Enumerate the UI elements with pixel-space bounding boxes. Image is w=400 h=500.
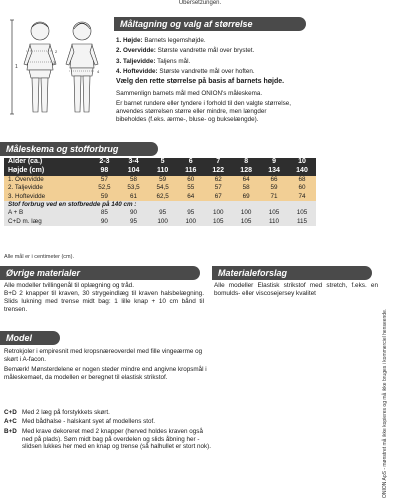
table-cell: 58 xyxy=(119,176,148,184)
height-cell: 110 xyxy=(148,167,177,176)
variant-code: B+D xyxy=(4,427,17,435)
height-cell: 98 xyxy=(90,167,119,176)
size-table-title: Måleskema og stofforbrug xyxy=(0,142,158,156)
row-label: 3. Hoftevidde xyxy=(4,192,90,200)
other-materials-line: Alle modeller tvillingenål til oplægning og tråd. xyxy=(4,282,135,289)
table-cell: 105 xyxy=(204,217,232,225)
table-cell: 71 xyxy=(260,192,288,200)
age-cell: 2-3 xyxy=(90,158,119,167)
table-cell: 69 xyxy=(232,192,260,200)
list-item xyxy=(4,409,214,417)
row-label: A + B xyxy=(4,209,90,217)
measure-item: 1. Højde: Barnets legemshøjde. xyxy=(116,37,206,44)
height-cell: 128 xyxy=(232,167,260,176)
material-suggestion-text: Alle modeller Elastisk strikstof med stretch, f.eks. en bomulds- eller viscosejersey kvalitet xyxy=(214,282,378,297)
age-header: Alder (ca.) xyxy=(4,158,90,167)
table-cell: 64 xyxy=(232,176,260,184)
table-cell: 85 xyxy=(90,209,119,217)
table-cell: 59 xyxy=(260,184,288,192)
row-label: 1. Overvidde xyxy=(4,176,90,184)
table-cell: 60 xyxy=(177,176,204,184)
table-cell: 100 xyxy=(232,209,260,217)
table-cell: 64 xyxy=(177,192,204,200)
height-cell: 104 xyxy=(119,167,148,176)
svg-text:3: 3 xyxy=(53,60,56,65)
table-cell: 52,5 xyxy=(90,184,119,192)
table-cell: 115 xyxy=(288,217,316,225)
age-cell: 10 xyxy=(288,158,316,167)
table-row xyxy=(4,184,316,192)
age-cell: 9 xyxy=(260,158,288,167)
table-cell: 100 xyxy=(148,217,177,225)
table-cell: 58 xyxy=(232,184,260,192)
table-cell: 57 xyxy=(90,176,119,184)
material-suggestion-title: Materialeforslag xyxy=(212,266,372,280)
svg-text:4: 4 xyxy=(97,69,100,74)
table-row xyxy=(4,209,316,217)
height-cell: 116 xyxy=(177,167,204,176)
size-table xyxy=(4,158,316,226)
row-label: C+D m. læg xyxy=(4,217,90,225)
svg-text:1: 1 xyxy=(15,64,18,70)
measurement-figure xyxy=(8,18,112,116)
table-cell: 67 xyxy=(204,192,232,200)
table-cell: 100 xyxy=(177,217,204,225)
table-cell: 62,5 xyxy=(148,192,177,200)
table-cell: 90 xyxy=(90,217,119,225)
measure-section-title: Måltagning og valg af størrelse xyxy=(114,17,306,31)
model-title: Model xyxy=(0,331,60,345)
table-row xyxy=(4,192,316,200)
table-cell: 105 xyxy=(232,217,260,225)
measure-item: 2. Overvidde: Største vandrette mål over brystet. xyxy=(116,47,255,55)
table-cell: 95 xyxy=(119,217,148,225)
table-cell: 62 xyxy=(204,176,232,184)
age-cell: 6 xyxy=(177,158,204,167)
table-cell: 53,5 xyxy=(119,184,148,192)
measure-item: 4. Hoftevidde: Største vandrette mål over hoften. xyxy=(116,68,255,76)
table-row xyxy=(4,217,316,225)
copyright-vertical-text: ONION ApS - mønstret må ikke kopieres og må ikke bruges i kommerciel henseende. xyxy=(382,308,388,498)
svg-text:2: 2 xyxy=(55,49,58,54)
table-cell: 100 xyxy=(204,209,232,217)
table-cell: 60 xyxy=(288,184,316,192)
height-cell: 140 xyxy=(288,167,316,176)
height-cell: 134 xyxy=(260,167,288,176)
table-cell: 57 xyxy=(204,184,232,192)
fabric-heading: Stof forbrug ved en stofbredde på 140 cm : xyxy=(4,201,316,209)
table-cell: 105 xyxy=(288,209,316,217)
measure-compare-text: Sammenlign barnets mål med ONION's måleskema. xyxy=(116,89,263,97)
variant-code: A+C xyxy=(4,418,17,426)
row-label: 2. Taljevidde xyxy=(4,184,90,192)
measure-adjust-text: Er barnet rundere eller tyndere i forhold til den valgte størrelse, anvendes størrelsen større eller mindre, men længder bibeholdes (f.eks. ærme-, bluse- og bukselængde). xyxy=(116,100,292,123)
other-materials-title: Øvrige materialer xyxy=(0,266,200,280)
list-item xyxy=(4,428,214,452)
table-cell: 59 xyxy=(148,176,177,184)
age-cell: 5 xyxy=(148,158,177,167)
table-cell: 74 xyxy=(288,192,316,200)
table-cell: 61 xyxy=(119,192,148,200)
model-variants xyxy=(4,409,214,453)
age-cell: 8 xyxy=(232,158,260,167)
table-cell: 68 xyxy=(288,176,316,184)
measure-item: 3. Taljevidde: Taljens mål. xyxy=(116,57,191,65)
other-materials-line: B+D 2 knapper til kraven, 30 strygeindlæg til kraven halsbelægning. Slids lukning med trense midt bag: 1 lille knap + 10 cm bånd til trensen. xyxy=(4,290,204,313)
table-cell: 95 xyxy=(148,209,177,217)
table-cell: 59 xyxy=(90,192,119,200)
top-text: Ubersetzungen. xyxy=(178,0,222,6)
table-cell: 54,5 xyxy=(148,184,177,192)
measure-instruction: Vælg den rette størrelse på basis af barnets højde. xyxy=(116,78,285,86)
table-cell: 95 xyxy=(177,209,204,217)
model-paragraph: Retrokjoler i empiresnit med kropsnæreoverdel med fille vingeærme og skørt i A-facon. xyxy=(4,348,203,363)
table-cell: 110 xyxy=(260,217,288,225)
height-header: Højde (cm) xyxy=(4,167,90,176)
table-cell: 55 xyxy=(177,184,204,192)
variant-text: Med bådhalse - halskant syet af modellens stof. xyxy=(22,418,156,426)
height-cell: 122 xyxy=(204,167,232,176)
table-row xyxy=(4,201,316,209)
table-cell: 66 xyxy=(260,176,288,184)
model-description xyxy=(4,348,212,383)
variant-text: Med 2 læg på forstykkets skørt. xyxy=(22,409,110,416)
variant-code: C+D xyxy=(4,409,17,416)
table-cell: 90 xyxy=(119,209,148,217)
table-note: Alle mål er i centimeter (cm). xyxy=(4,254,74,260)
table-cell: 105 xyxy=(260,209,288,217)
variant-text: Med krave dekoreret med 2 knapper (herved holdes kraven også ned på plads). Søm midt bag på overdelen og slids åbning her - slidsen lukkes her med en knap og trense (så halhullet er stort nok). xyxy=(22,427,212,451)
table-row xyxy=(4,176,316,184)
table-row xyxy=(4,158,316,167)
table-row xyxy=(4,167,316,176)
measure-list xyxy=(116,37,296,126)
list-item xyxy=(4,418,214,426)
other-materials-text xyxy=(4,282,204,314)
age-cell: 3-4 xyxy=(119,158,148,167)
model-paragraph: Bemærk! Mønsterdelene er nogen steder mindre end angivne kropsmål i måleskemaet, da modellen er beregnet til elastisk strikstof. xyxy=(4,365,207,381)
age-cell: 7 xyxy=(204,158,232,167)
